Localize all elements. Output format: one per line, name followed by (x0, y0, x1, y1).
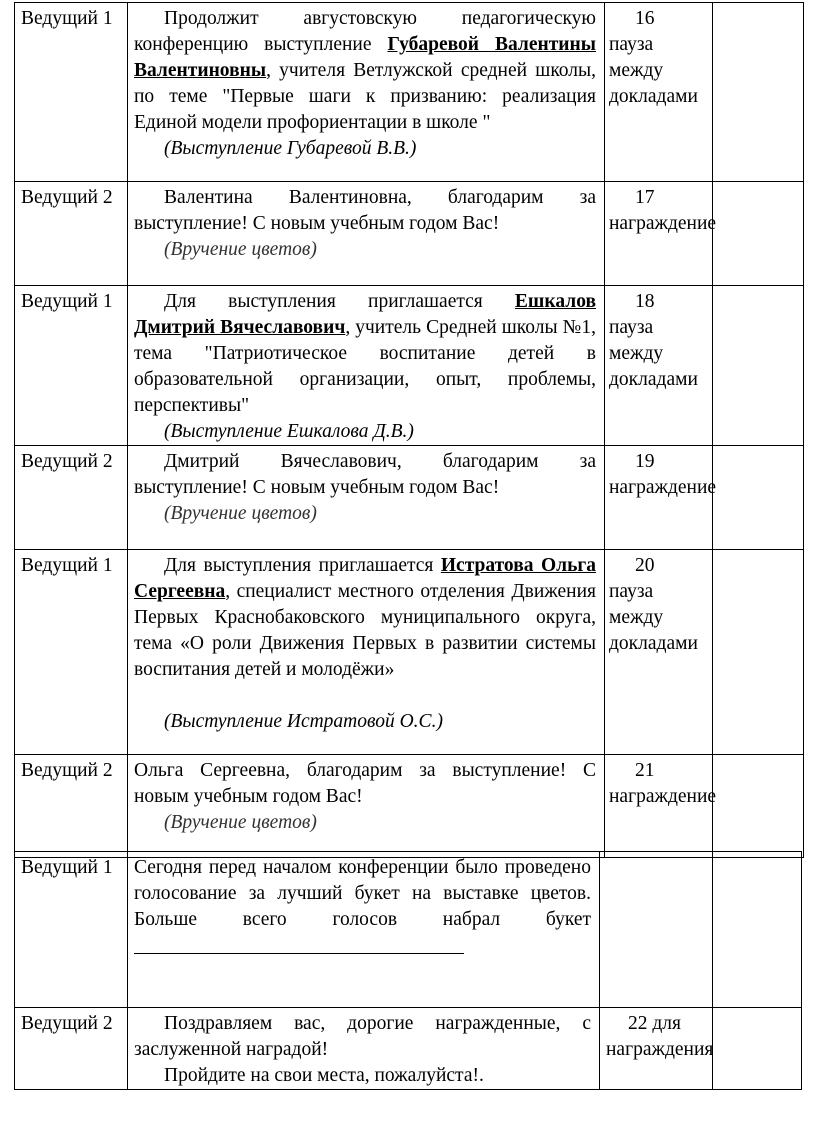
host-cell: Ведущий 2 (15, 182, 128, 286)
stage-note: (Выступление Ешкалова Д.В.) (164, 421, 414, 442)
speech-cell (128, 182, 605, 286)
host-cell: Ведущий 1 (15, 852, 128, 1008)
empty-cell (713, 755, 804, 858)
cue-text: пауза между докладами (609, 317, 698, 390)
stage-note: (Вручение цветов) (164, 503, 317, 524)
speech-cell (128, 550, 605, 755)
cue-text: награждение (609, 477, 717, 498)
stage-note: (Выступление Губаревой В.В.) (164, 138, 417, 159)
program-table-1 (14, 2, 804, 858)
empty-cell (713, 3, 804, 182)
host-cell: Ведущий 1 (15, 550, 128, 755)
table-row (15, 1008, 802, 1090)
cue-text: награждение (609, 786, 717, 807)
cue-text: награждение (609, 213, 717, 234)
cue-number: 19 (635, 451, 655, 472)
speech-cell (128, 3, 605, 182)
speech-text: Валентина Валентиновна, благодарим за выступление! С новым учебным годом Вас! (134, 187, 596, 234)
cue-text: 22 для награждения (606, 1013, 714, 1060)
speaker-name: Истратова Ольга Сергеевна (134, 555, 596, 602)
host-cell: Ведущий 1 (15, 3, 128, 182)
speech-cell (128, 286, 605, 446)
speech-text: Продолжит августовскую педагогическую конференцию выступление Губаревой Валентины Валентиновны, учителя Ветлужской средней школы, по теме "Первые шаги к призванию: реализация Единой модели профориентации в школе " (134, 8, 596, 133)
empty-cell (713, 446, 804, 550)
empty-cell (713, 1008, 802, 1090)
table-row (15, 446, 804, 550)
stage-note: (Вручение цветов) (164, 239, 317, 260)
speech-text: Дмитрий Вячеславович, благодарим за выступление! С новым учебным годом Вас! (134, 451, 596, 498)
speech-cell (128, 1008, 600, 1090)
cue-number: 17 (635, 187, 655, 208)
stage-note: (Выступление Истратовой О.С.) (164, 711, 443, 732)
cue-number: 21 (635, 760, 655, 781)
blank-line (134, 933, 464, 954)
table-row (15, 286, 804, 446)
speech-text: Ольга Сергеевна, благодарим за выступление! С новым учебным годом Вас! (134, 760, 596, 807)
cue-cell (600, 852, 713, 1008)
cue-number: 18 (635, 291, 655, 312)
speaker-name: Ешкалов Дмитрий Вячеславович (134, 291, 596, 338)
host-cell: Ведущий 2 (15, 1008, 128, 1090)
cue-cell (605, 182, 717, 286)
stage-note: (Вручение цветов) (164, 812, 317, 833)
speech-text: Пройдите на свои места, пожалуйста!. (164, 1065, 484, 1086)
cue-cell (605, 286, 713, 446)
speech-cell (128, 852, 600, 1008)
speech-cell (128, 755, 605, 858)
cue-number: 20 (635, 555, 655, 576)
empty-cell (713, 852, 802, 1008)
table-row (15, 550, 804, 755)
table-row (15, 852, 802, 1008)
cue-text: пауза между докладами (609, 581, 698, 654)
table-row (15, 182, 804, 286)
host-cell: Ведущий 2 (15, 755, 128, 858)
host-cell: Ведущий 2 (15, 446, 128, 550)
host-cell: Ведущий 1 (15, 286, 128, 446)
cue-cell (600, 1008, 713, 1090)
speech-text: Для выступления приглашается Ешкалов Дмитрий Вячеславович, учитель Средней школы №1, тема "Патриотическое воспитание детей в образовательной организации, опыт, проблемы, перспективы" (134, 291, 596, 416)
speech-text: Сегодня перед началом конференции было проведено голосование за лучший букет на выставке цветов. Больше всего голосов набрал букет (134, 855, 591, 962)
cue-cell (605, 446, 717, 550)
cue-cell (605, 755, 717, 858)
speech-text: Поздравляем вас, дорогие награжденные, с заслуженной наградой! (134, 1013, 591, 1060)
table-row (15, 755, 804, 858)
cue-cell (605, 550, 713, 755)
empty-cell (713, 182, 804, 286)
cue-text: пауза между докладами (609, 34, 698, 107)
cue-number: 16 (635, 8, 655, 29)
table-row (15, 3, 804, 182)
empty-cell (713, 286, 804, 446)
empty-cell (713, 550, 804, 755)
speech-text: Для выступления приглашается Истратова Ольга Сергеевна, специалист местного отделения Движения Первых Краснобаковского муниципального округа, тема «О роли Движения Первых в развитии системы воспитания детей и молодёжи» (134, 555, 596, 680)
cue-cell (605, 3, 713, 182)
speaker-name: Губаревой Валентины Валентиновны (134, 34, 596, 81)
program-table-2 (14, 851, 802, 1090)
speech-cell (128, 446, 605, 550)
